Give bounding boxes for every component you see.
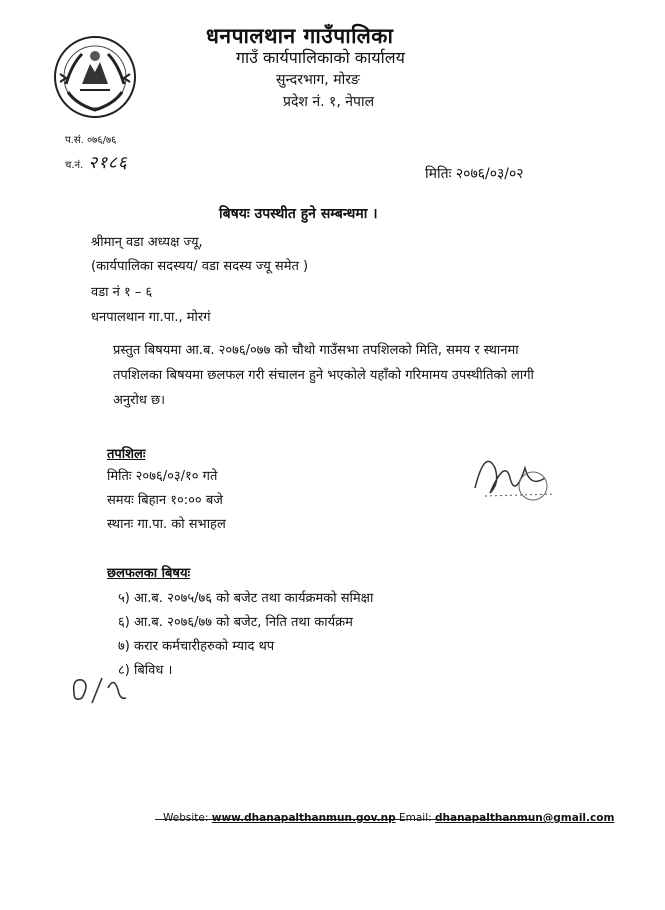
agenda-item: ७) करार कर्मचारीहरुको म्याद थप bbox=[118, 639, 275, 654]
details-place: स्थानः गा.पा. को सभाहल bbox=[107, 517, 226, 532]
dispatch-label: च.नं. bbox=[65, 160, 84, 171]
handwritten-initial-icon bbox=[62, 668, 142, 713]
office-name: गाउँ कार्यपालिकाको कार्यालय bbox=[236, 48, 405, 67]
details-time: समयः बिहान १०:०० बजे bbox=[107, 493, 223, 508]
website-link[interactable]: www.dhanapalthanmun.gov.np bbox=[211, 812, 396, 824]
reference-number: प.सं. ०७६/७६ bbox=[65, 135, 117, 146]
office-district: सुन्दरभाग, मोरङ bbox=[276, 72, 360, 88]
letter-date: मितिः २०७६/०३/०२ bbox=[425, 166, 524, 182]
details-date: मितिः २०७६/०३/१० गते bbox=[107, 469, 218, 484]
addressee-line-4: धनपालथान गा.पा., मोरगं bbox=[91, 310, 211, 325]
office-country: प्रदेश नं. १, नेपाल bbox=[283, 94, 375, 110]
email-link[interactable]: dhanapalthanmun@gmail.com bbox=[435, 812, 615, 824]
letter-subject: बिषयः उपस्थीत हुने सम्बन्धमा । bbox=[219, 206, 378, 222]
agenda-item: ८) बिविध । bbox=[118, 663, 173, 678]
footer-contact bbox=[163, 812, 614, 824]
dispatch-number: २१८६ bbox=[88, 153, 128, 173]
dispatch-number-row bbox=[65, 150, 128, 173]
addressee-line-3: वडा नं १ – ६ bbox=[91, 285, 153, 300]
signature-icon bbox=[455, 438, 575, 518]
municipality-title: धनपालथान गाउँपालिका bbox=[206, 24, 394, 48]
agenda-item: ६) आ.ब. २०७६/७७ को बजेट, निति तथा कार्यक्रम bbox=[118, 615, 353, 630]
details-heading: तपशिलः bbox=[107, 447, 146, 462]
email-label: Email: bbox=[398, 812, 432, 824]
agenda-item: ५) आ.ब. २०७५/७६ को बजेट तथा कार्यक्रमको समिक्षा bbox=[118, 591, 374, 606]
agenda-heading: छलफलका बिषयः bbox=[107, 566, 191, 581]
letter-body: प्रस्तुत बिषयमा आ.ब. २०७६/०७७ को चौथो गाउँसभा तपशिलको मिति, समय र स्थानमा तपशिलका बिषयमा छलफल गरी संचालन हुने भएकोले यहाँको गरिमामय उपस्थीतिको लागी अनुरोध छ। bbox=[113, 343, 534, 408]
addressee-line-2: (कार्यपालिका सदस्यय/ वडा सदस्य ज्यू समेत ) bbox=[91, 259, 309, 274]
website-label: Website: bbox=[163, 812, 209, 824]
government-emblem-icon bbox=[52, 34, 138, 120]
addressee-line-1: श्रीमान् वडा अध्यक्ष ज्यू, bbox=[91, 235, 203, 250]
